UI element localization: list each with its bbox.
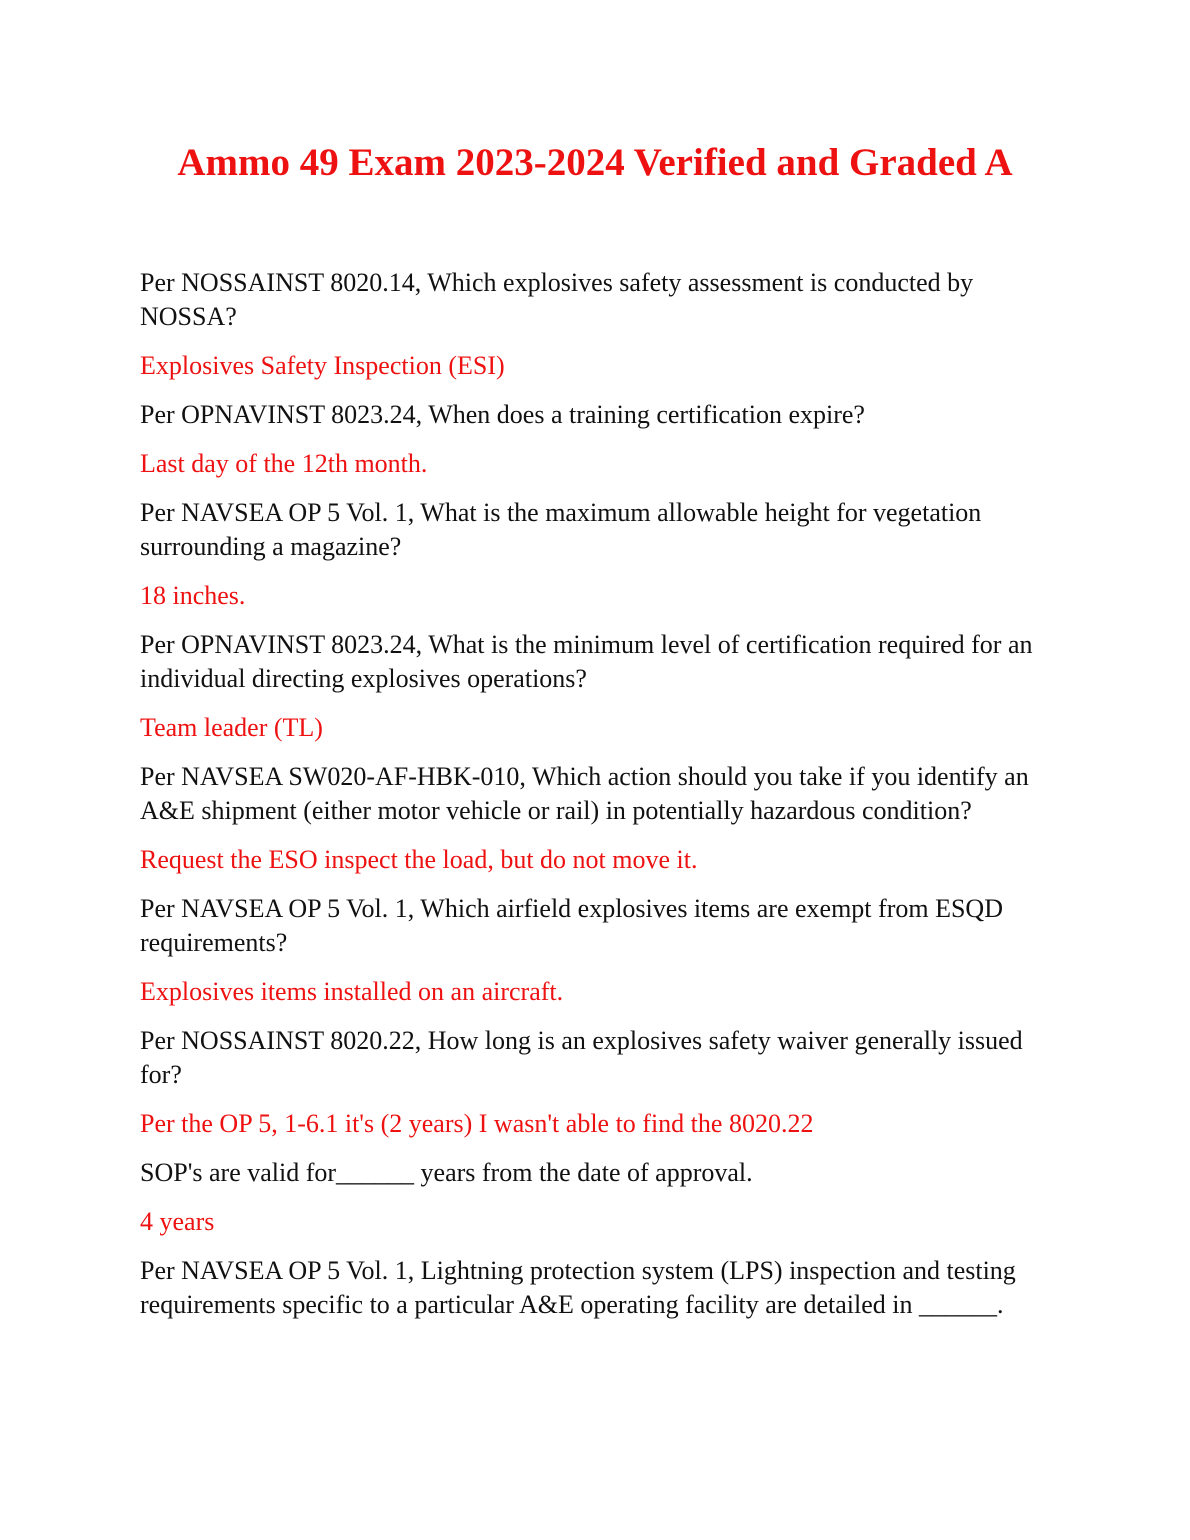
question-2: Per OPNAVINST 8023.24, When does a training certification expire?: [140, 400, 865, 429]
qa-list: [140, 266, 1055, 1337]
answer-7: Per the OP 5, 1-6.1 it's (2 years) I wasn't able to find the 8020.22: [140, 1109, 814, 1138]
answer-3: 18 inches.: [140, 581, 246, 610]
question-8: SOP's are valid for______ years from the date of approval.: [140, 1158, 753, 1187]
answer-4: Team leader (TL): [140, 713, 323, 742]
document-title: Ammo 49 Exam 2023-2024 Verified and Graded A: [177, 141, 1013, 184]
answer-8: 4 years: [140, 1207, 215, 1236]
question-6: Per NAVSEA OP 5 Vol. 1, Which airfield explosives items are exempt from ESQD requirements?: [140, 894, 1003, 957]
answer-6: Explosives items installed on an aircraft.: [140, 977, 564, 1006]
question-7: Per NOSSAINST 8020.22, How long is an explosives safety waiver generally issued for?: [140, 1026, 1023, 1089]
question-3: Per NAVSEA OP 5 Vol. 1, What is the maximum allowable height for vegetation surrounding a magazine?: [140, 498, 982, 561]
question-1: Per NOSSAINST 8020.14, Which explosives safety assessment is conducted by NOSSA?: [140, 268, 974, 331]
answer-5: Request the ESO inspect the load, but do not move it.: [140, 845, 698, 874]
answer-1: Explosives Safety Inspection (ESI): [140, 351, 505, 380]
answer-2: Last day of the 12th month.: [140, 449, 428, 478]
question-5: Per NAVSEA SW020-AF-HBK-010, Which action should you take if you identify an A&E shipment (either motor vehicle or rail) in potentially hazardous condition?: [140, 762, 1029, 825]
question-9: Per NAVSEA OP 5 Vol. 1, Lightning protection system (LPS) inspection and testing requirements specific to a particular A&E operating facility are detailed in ______.: [140, 1256, 1016, 1319]
question-4: Per OPNAVINST 8023.24, What is the minimum level of certification required for an individual directing explosives operations?: [140, 630, 1033, 693]
